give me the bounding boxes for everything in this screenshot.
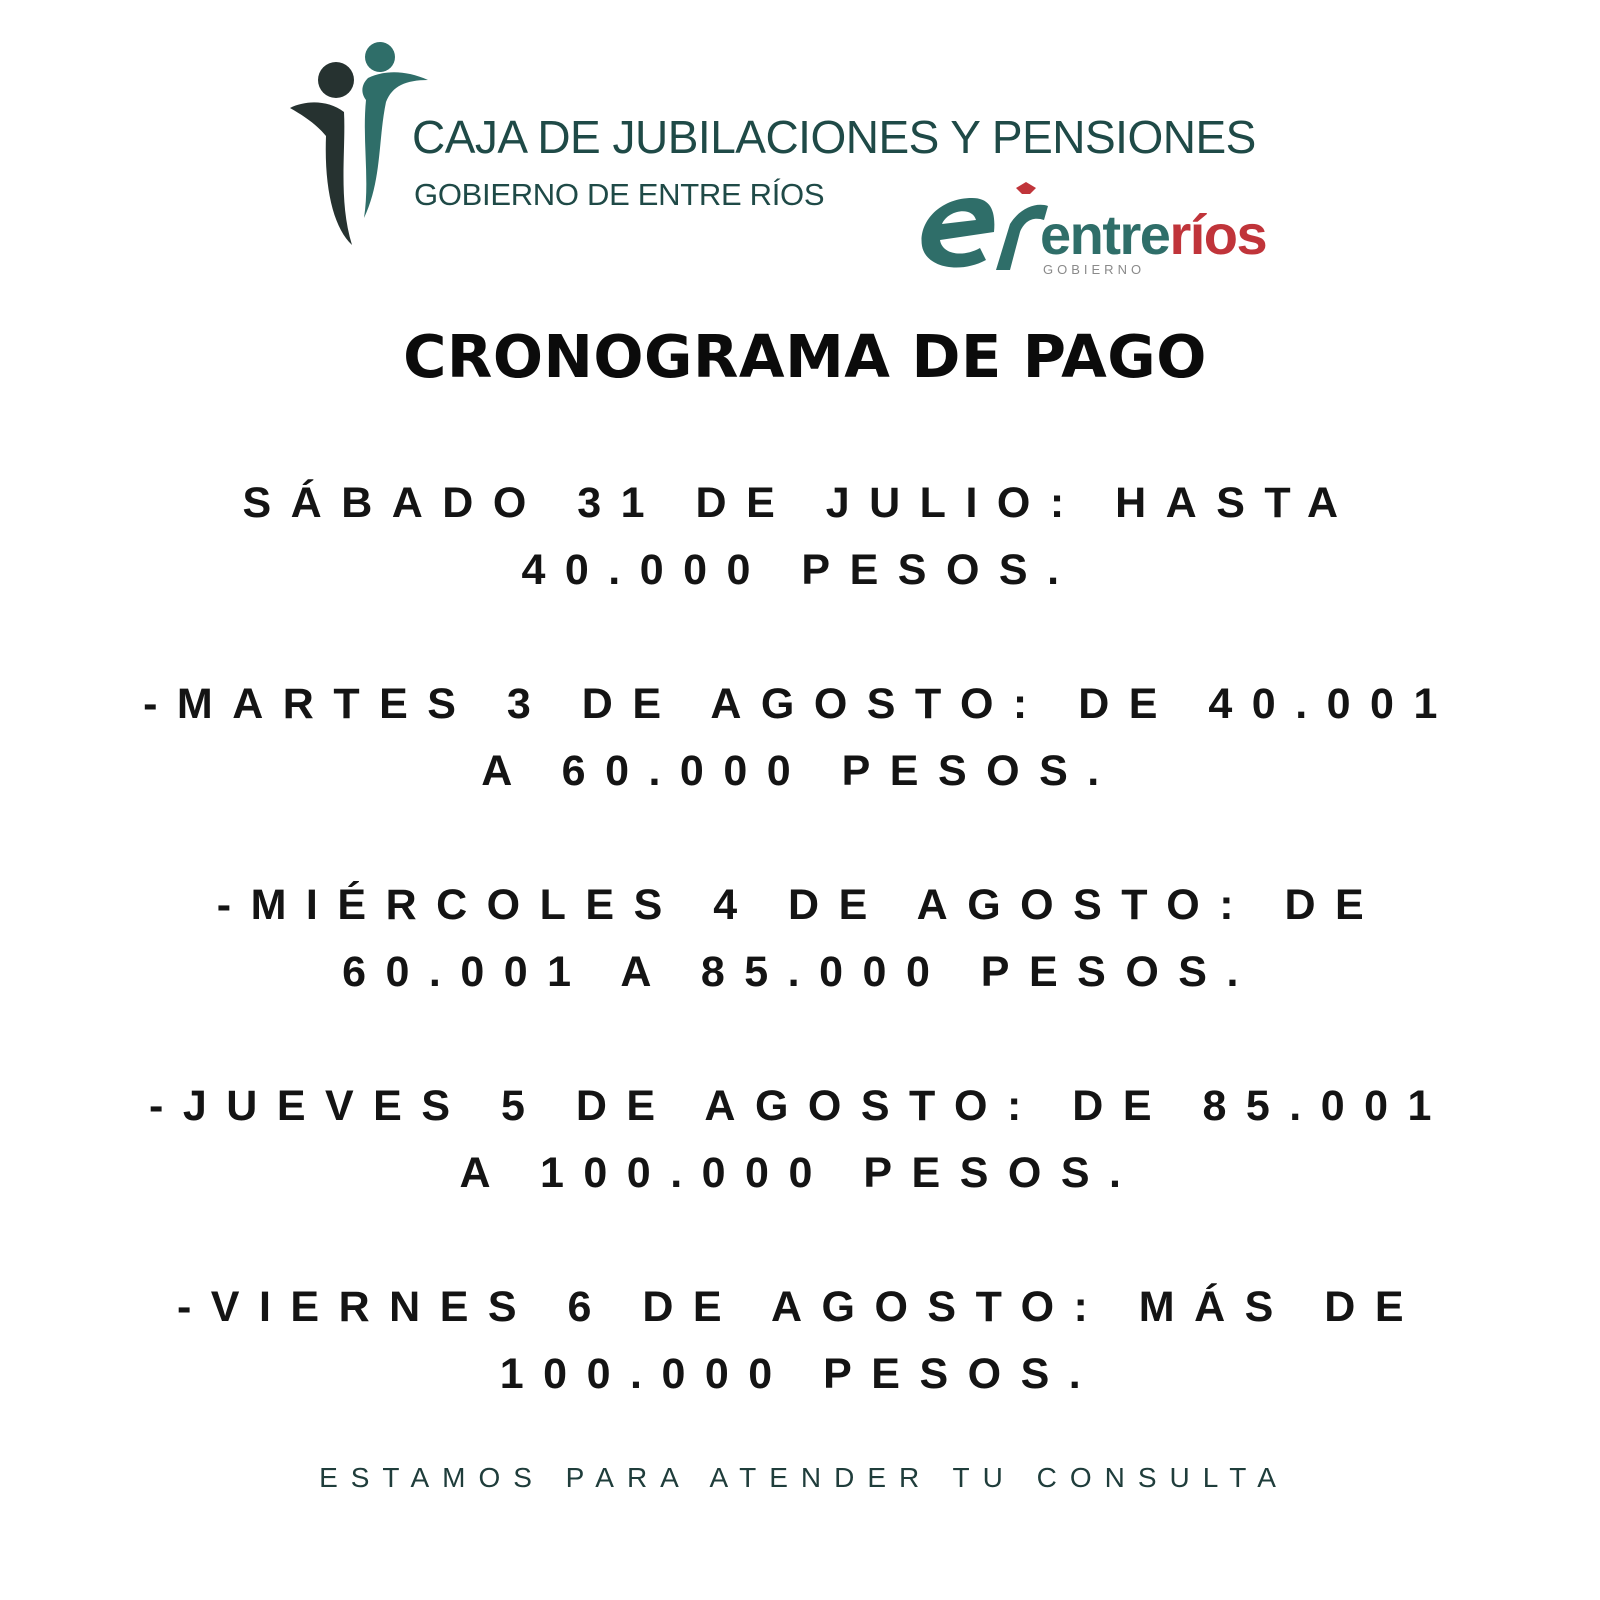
entre-rios-wordmark-part1: entre: [1040, 203, 1170, 266]
footer-message: ESTAMOS PARA ATENDER TU CONSULTA: [319, 1462, 1289, 1493]
schedule-item-martes: -MARTES 3 DE AGOSTO: DE 40.001 A 60.000 PESOS.: [143, 680, 1457, 795]
schedule-item-jueves: -JUEVES 5 DE AGOSTO: DE 85.001 A 100.000 PESOS.: [149, 1082, 1451, 1197]
page-title: CRONOGRAMA DE PAGO: [403, 322, 1207, 391]
schedule-item-viernes: -VIERNES 6 DE AGOSTO: MÁS DE 100.000 PESOS.: [176, 1283, 1424, 1398]
institution-subtitle: GOBIERNO DE ENTRE RÍOS: [414, 177, 825, 212]
schedule-item-miercoles: -MIÉRCOLES 4 DE AGOSTO: DE 60.001 A 85.000 PESOS.: [216, 881, 1384, 996]
payment-schedule-list: [120, 470, 1480, 1475]
entre-rios-logo-icon: [920, 180, 1060, 280]
schedule-item-sabado: SÁBADO 31 DE JULIO: HASTA 40.000 PESOS.: [242, 479, 1358, 594]
institution-title: CAJA DE JUBILACIONES Y PENSIONES: [412, 111, 1256, 163]
entre-rios-gobierno-label: GOBIERNO: [1043, 262, 1146, 277]
entre-rios-wordmark: [1040, 203, 1267, 266]
header: [0, 0, 1600, 290]
entre-rios-wordmark-part2: ríos: [1169, 203, 1267, 266]
